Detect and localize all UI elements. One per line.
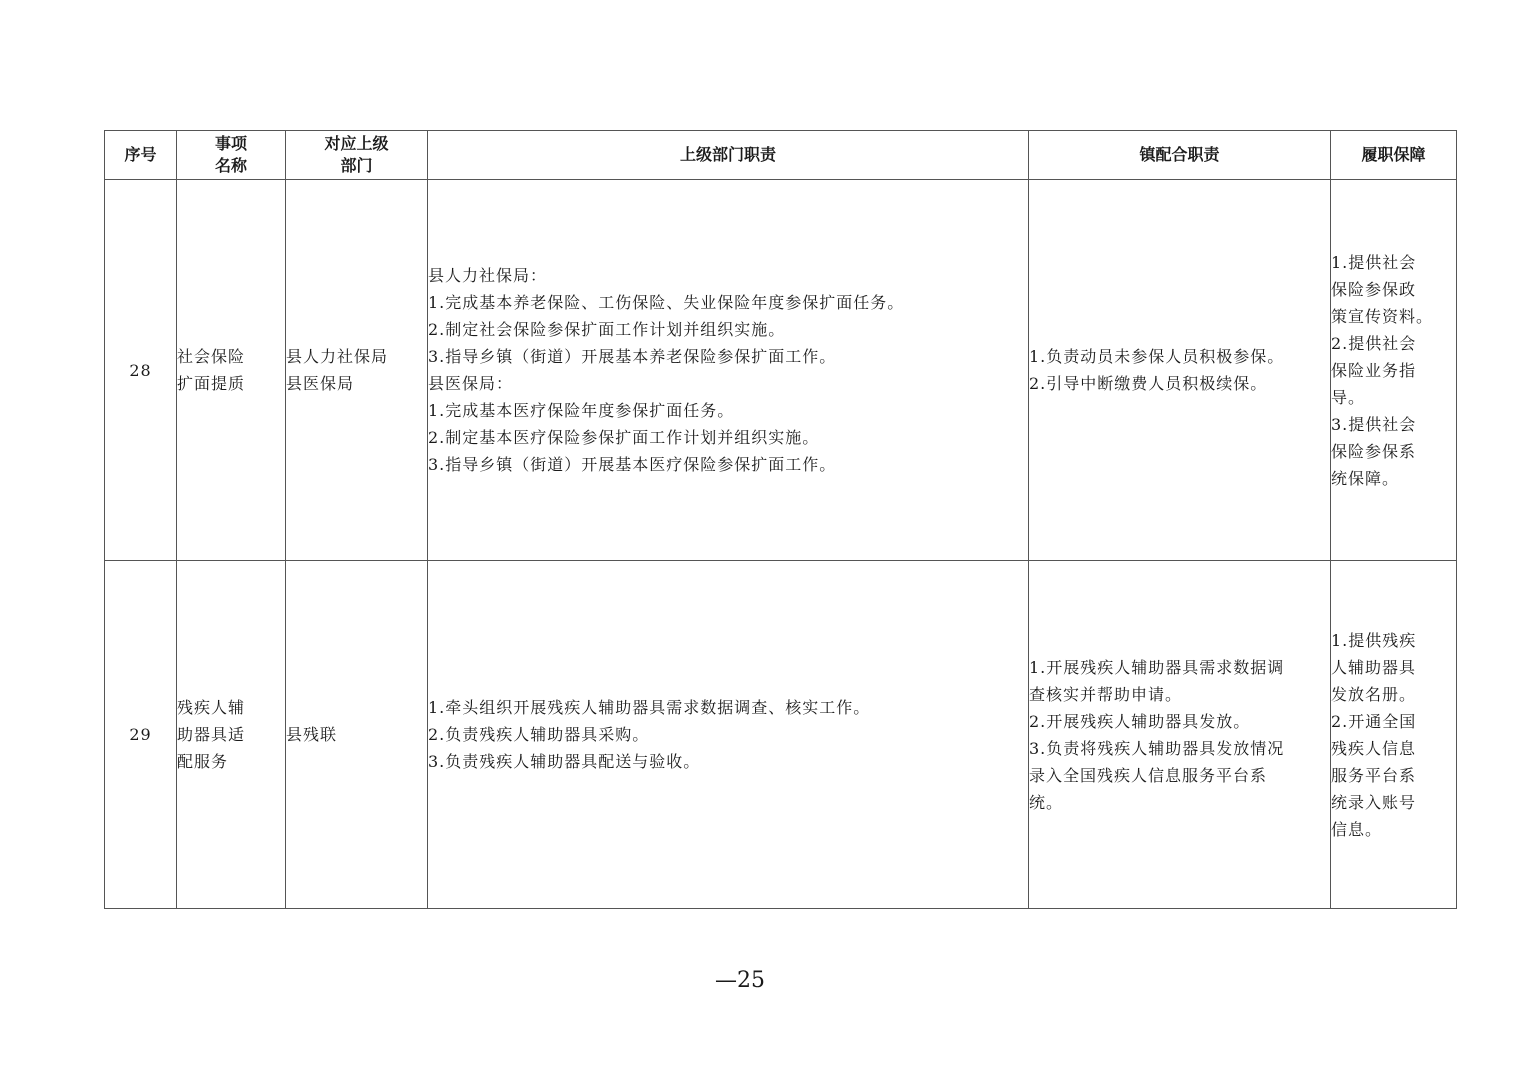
header-name: 事项 名称 [177,131,286,180]
cell-upper-duty: 1.牵头组织开展残疾人辅助器具需求数据调查、核实工作。 2.负责残疾人辅助器具采购。 3.负责残疾人辅助器具配送与验收。 [428,561,1029,909]
header-no: 序号 [105,131,177,180]
cell-no: 29 [105,561,177,909]
cell-upper-duty: 县人力社保局： 1.完成基本养老保险、工伤保险、失业保险年度参保扩面任务。 2.制定社会保险参保扩面工作计划并组织实施。 3.指导乡镇（街道）开展基本养老保险参保扩面工作。 县医保局： 1.完成基本医疗保险年度参保扩面任务。 2.制定基本医疗保险参保扩面工作计划并组织实施。 3.指导乡镇（街道）开展基本医疗保险参保扩面工作。 [428,180,1029,561]
cell-guarantee: 1.提供残疾 人辅助器具 发放名册。 2.开通全国 残疾人信息 服务平台系 统录入账号 信息。 [1331,561,1457,909]
cell-upper-dept: 县人力社保局 县医保局 [286,180,428,561]
table-row [105,561,1457,909]
header-dept: 对应上级 部门 [286,131,428,180]
cell-town-duty: 1.负责动员未参保人员积极参保。 2.引导中断缴费人员积极续保。 [1029,180,1331,561]
table-row [105,180,1457,561]
cell-guarantee: 1.提供社会 保险参保政 策宣传资料。 2.提供社会 保险业务指 导。 3.提供社会 保险参保系 统保障。 [1331,180,1457,561]
cell-item-name: 残疾人辅 助器具适 配服务 [177,561,286,909]
header-town-duty: 镇配合职责 [1029,131,1331,180]
cell-no: 28 [105,180,177,561]
header-upper-duty: 上级部门职责 [428,131,1029,180]
table-header-row [105,131,1457,180]
page-number: —25 [715,968,765,993]
cell-item-name: 社会保险 扩面提质 [177,180,286,561]
cell-upper-dept: 县残联 [286,561,428,909]
duty-table [104,130,1457,909]
header-guarantee: 履职保障 [1331,131,1457,180]
cell-town-duty: 1.开展残疾人辅助器具需求数据调 查核实并帮助申请。 2.开展残疾人辅助器具发放。 3.负责将残疾人辅助器具发放情况 录入全国残疾人信息服务平台系 统。 [1029,561,1331,909]
